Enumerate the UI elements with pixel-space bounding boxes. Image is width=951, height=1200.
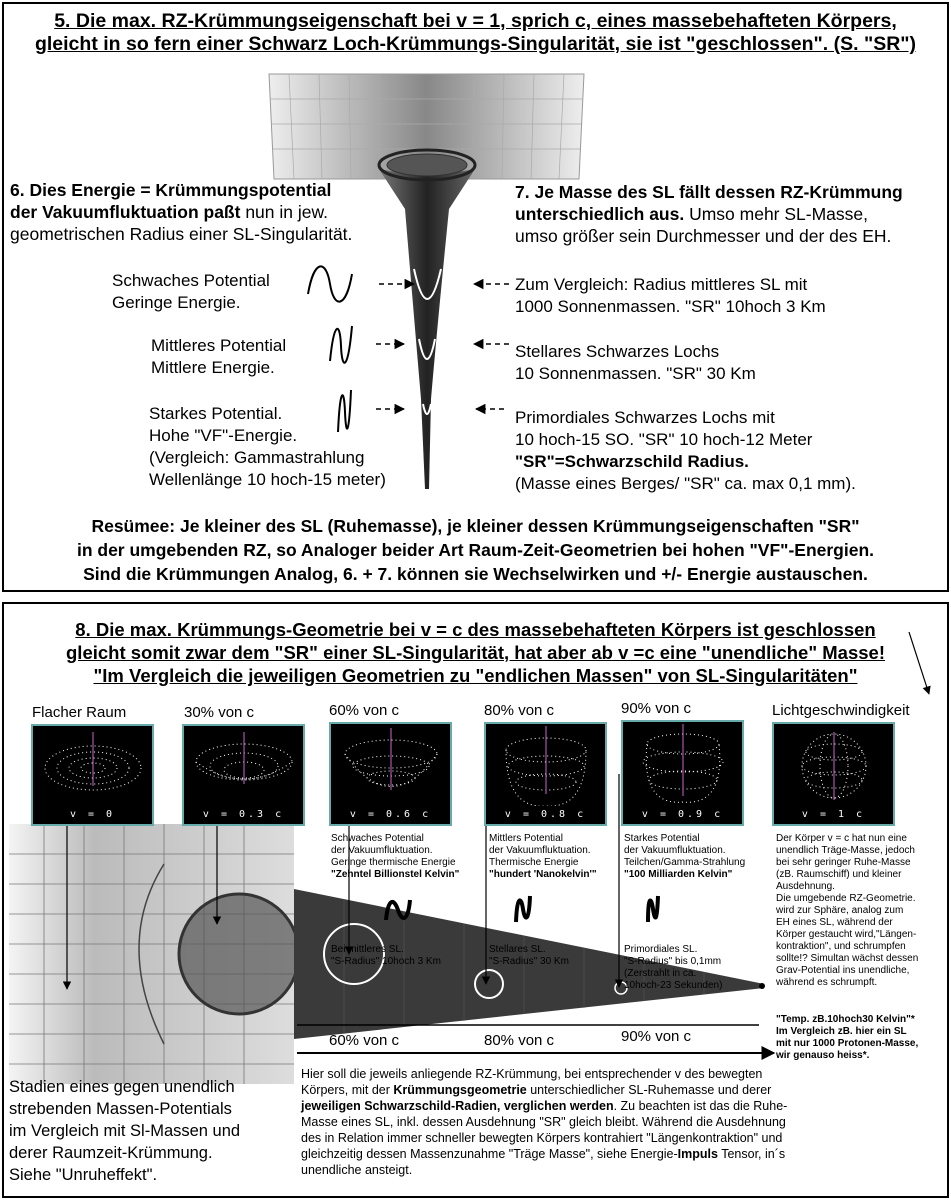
thumb-label-30: 30% von c bbox=[184, 704, 255, 721]
left-heading-2: der Vakuumfluktuation paßt nun in jew. bbox=[10, 202, 329, 222]
strong-label-2: Hohe "VF"-Energie. bbox=[149, 426, 298, 445]
compare-1-line-1: Zum Vergleich: Radius mittleres SL mit bbox=[515, 275, 808, 294]
col80-wave-icon bbox=[512, 892, 534, 926]
col90-sl-text: Primordiales SL. "S-Radius" bis 0,1mm (Zerstrahlt in ca. 10hoch-23 Sekunden) bbox=[624, 944, 723, 991]
top-panel bbox=[2, 2, 949, 592]
compare-2-line-2: 10 Sonnenmassen. "SR" 30 Km bbox=[515, 364, 756, 383]
thumb-v-flat: v = 0 bbox=[69, 809, 116, 820]
right-heading-3: umso größer sein Durchmesser und der des EH. bbox=[515, 226, 892, 246]
col80-sl-text: Stellares SL. "S-Radius" 30 Km bbox=[489, 944, 569, 967]
top-title-line-1: 5. Die max. RZ-Krümmungseigenschaft bei v = 1, sprich c, eines massebehafteten Körpers, bbox=[54, 10, 897, 32]
compare-2-line-1: Stellares Schwarzes Lochs bbox=[515, 342, 720, 361]
top-title-line-2: gleicht in so fern einer Schwarz Loch-Krümmungs-Singularität, sie ist "geschlossen". (S. "SR") bbox=[34, 33, 917, 55]
temp-note: "Temp. zB.10hoch30 Kelvin"* Im Vergleich zB. hier ein SL mit nur 1000 Protonen-Masse, wir genauso heiss*. bbox=[776, 1014, 919, 1061]
thumb-v-30: v = 0.3 c bbox=[202, 809, 285, 820]
resume-line-1: Resümee: Je kleiner des SL (Ruhemasse), je kleiner dessen Krümmungseigenschaften "SR" bbox=[91, 516, 860, 536]
bottom-title-line-3: "Im Vergleich die jeweiligen Geometrien zu "endlichen Massen" von SL-Singularitäten" bbox=[93, 665, 858, 686]
stadien-text: Stadien eines gegen unendlich strebenden Massen-Potentials im Vergleich mit Sl-Massen und derer Raumzeit-Krümmung. Siehe "Unruheffekt". bbox=[9, 1078, 241, 1184]
compare-3-line-2: 10 hoch-15 SO. "SR" 10 hoch-12 Meter bbox=[515, 430, 813, 449]
col80-text: Mittlers Potential der Vakuumfluktuation. Thermische Energie "hundert 'Nanokelvin'" bbox=[489, 833, 597, 880]
compare-1-line-2: 1000 Sonnenmassen. "SR" 10hoch 3 Km bbox=[515, 297, 826, 316]
strong-label-1: Starkes Potential. bbox=[149, 404, 283, 423]
thumb-label-60: 60% von c bbox=[329, 702, 400, 719]
bottom-panel bbox=[2, 602, 949, 1198]
resume-line-2: in der umgebenden RZ, so Analoger beider Art Raum-Zeit-Geometrien bei hohen "VF"-Energien. bbox=[76, 540, 875, 560]
weak-label-2: Geringe Energie. bbox=[112, 293, 241, 312]
compare-3-line-1: Primordiales Schwarzes Lochs mit bbox=[515, 408, 775, 427]
thumb-label-light: Lichtgeschwindigkeit bbox=[772, 702, 910, 719]
thumb-label-flat: Flacher Raum bbox=[32, 704, 127, 721]
col60-text: Schwaches Potential der Vakuumfluktuation. Geringe thermische Energie "Zehntel Billionstel Kelvin" bbox=[331, 833, 460, 880]
resume-line-3: Sind die Krümmungen Analog, 6. + 7. können sie Wechselwirken und +/- Energie austauschen. bbox=[83, 564, 868, 584]
strong-label-3: (Vergleich: Gammastrahlung bbox=[149, 448, 365, 467]
thumb-light bbox=[772, 722, 895, 826]
bottom-title-line-1: 8. Die max. Krümmungs-Geometrie bei v = c des massebehafteten Körpers ist geschlossen bbox=[75, 619, 876, 640]
compare-3-line-3: "SR"=Schwarzschild Radius. bbox=[515, 452, 749, 471]
thumb-v-90: v = 0.9 c bbox=[641, 809, 724, 820]
light-col-text: Der Körper v = c hat nun eine unendlich Träge-Masse, jedoch bei sehr geringer Ruhe-Masse (zB. Raumschiff) und kleiner Ausdehnung. Die umgebende RZ-Geometrie. wird zur Sphäre, analog zum EH eines SL, während der Körper gestaucht wird,"Längen- kontraktion", und schrumpfen sollte!? Simultan wächst dessen Grav-Potential ins unendliche, während es schrumpft. bbox=[776, 833, 919, 988]
thumb-label-90: 90% von c bbox=[621, 700, 692, 717]
thumb-v-80: v = 0.8 c bbox=[504, 809, 587, 820]
thumb-flat bbox=[31, 724, 154, 826]
right-heading-2: unterschiedlich aus. Umso mehr SL-Masse, bbox=[515, 204, 869, 224]
weak-label-1: Schwaches Potential bbox=[112, 271, 270, 290]
strong-label-4: Wellenlänge 10 hoch-15 meter) bbox=[149, 470, 386, 489]
left-heading-1: 6. Dies Energie = Krümmungspotential bbox=[10, 180, 332, 200]
col60-wave-icon bbox=[382, 894, 414, 926]
thumb-90 bbox=[621, 720, 744, 826]
col90-wave-icon bbox=[644, 892, 662, 926]
axis-label-60: 60% von c bbox=[329, 1032, 400, 1049]
axis-label-80: 80% von c bbox=[484, 1032, 555, 1049]
right-heading-1: 7. Je Masse des SL fällt dessen RZ-Krümmung bbox=[515, 182, 903, 202]
left-heading-3: geometrischen Radius einer SL-Singularität. bbox=[10, 224, 353, 244]
thumb-30 bbox=[182, 724, 305, 826]
thumb-60 bbox=[329, 722, 452, 826]
thumb-v-light: v = 1 c bbox=[801, 809, 866, 820]
thumb-label-80: 80% von c bbox=[484, 702, 555, 719]
axis-label-90: 90% von c bbox=[621, 1028, 692, 1045]
col90-text: Starkes Potential der Vakuumfluktuation. Teilchen/Gamma-Strahlung "100 Milliarden Kelvin" bbox=[624, 833, 746, 880]
mid-label-2: Mittlere Energie. bbox=[151, 358, 275, 377]
col60-sl-text: Bei mittleres SL. "S-Radius" 10hoch 3 Km bbox=[331, 944, 441, 967]
footer-paragraph: Hier soll die jeweils anliegende RZ-Krümmung, bei entsprechender v des bewegten Körpers, mit der Krümmungsgeometrie unterschiedlicher SL-Ruhemasse und derer jeweiligen Schwarzschild-Radien, verglichen werden. Zu beachten ist das die Ruhe- Masse eines SL, inkl. dessen Ausdehnung "SR" gleich bleibt. Während die Ausdehnung des in Relation immer schneller bewegten Körpers kontrahiert "Längenkontraktion" und gleichzeitig dessen Massenzunahme "Träge Masse", siehe Energie-Impuls Tensor, in´s unendliche ansteigt. bbox=[301, 1067, 788, 1177]
thumb-v-60: v = 0.6 c bbox=[349, 809, 432, 820]
bottom-title-line-2: gleicht somit zwar dem "SR" einer SL-Singularität, hat aber ab v =c eine "unendliche" Masse! bbox=[66, 642, 885, 663]
compare-3-line-4: (Masse eines Berges/ "SR" ca. max 0,1 mm). bbox=[515, 474, 856, 493]
mid-label-1: Mittleres Potential bbox=[151, 336, 287, 355]
thumb-80 bbox=[484, 722, 607, 826]
